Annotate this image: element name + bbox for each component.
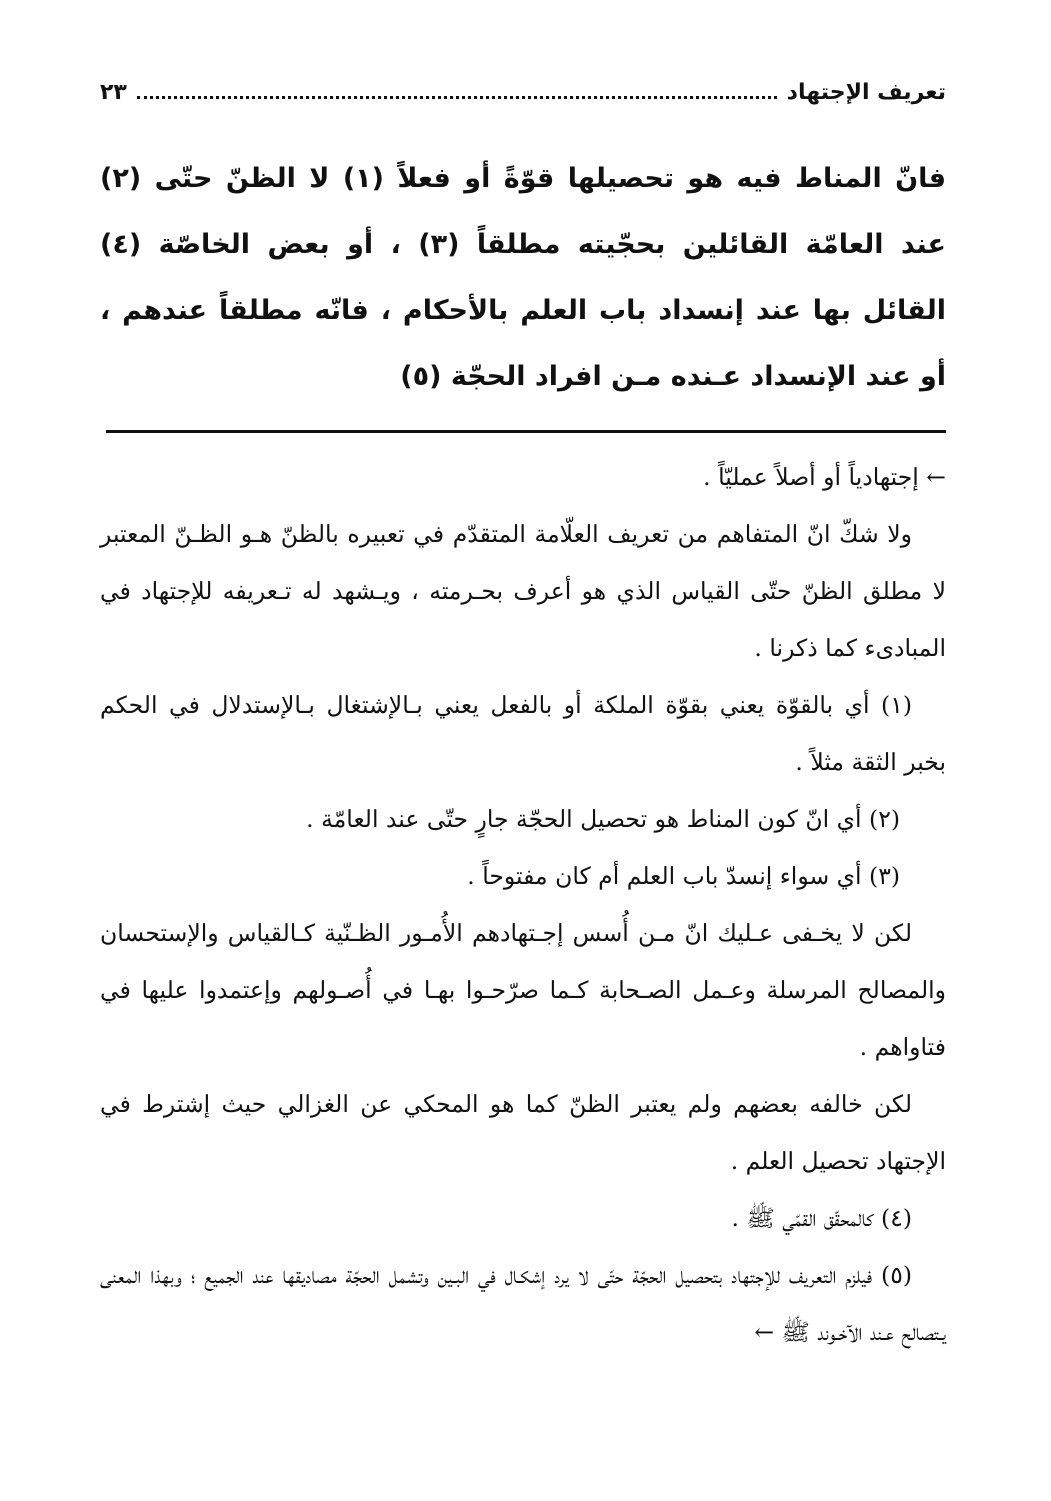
footnote-2: (٢) أي انّ كون المناط هو تحصيل الحجّة جارٍ حتّى عند العامّة . bbox=[306, 805, 900, 833]
commentary-paragraph: لكن خالفه بعضهم ولم يعتبر الظنّ كما هو المحكي عن الغزالي حيث إشترط في الإجتهاد تحصيل العلم . bbox=[100, 1090, 946, 1175]
footnote-5: (٥) فيلزم التعريف للإجتهاد بتحصيل الحجّة حتّى لا يرد إشكـال في البـين وتشمل الحجّة مصاديقها عند الجميع ؛ وبهذا المعنى يـتصالح عـند الآخـوند ﷺ ← bbox=[100, 1261, 946, 1346]
page-number: ٢٣ bbox=[100, 80, 127, 105]
running-header bbox=[100, 80, 946, 124]
footnote-1: (١) أي بالقوّة يعني بقوّة الملكة أو بالفعل يعني بـالإشتغال بـالإستدلال في الحكم بخبر الثقة مثلاً . bbox=[100, 691, 946, 776]
leader-dots bbox=[137, 96, 777, 99]
commentary-paragraph: ولا شكّ انّ المتفاهم من تعريف العلّامة المتقدّم في تعبيره بالظنّ هـو الظـنّ المعتبر لا مطلق الظنّ حتّى القياس الذي هو أعرف بحـرمته ، ويـشهد له تـعريفه للإجتهاد في المبادىء كما ذكرنا . bbox=[100, 520, 946, 662]
chapter-title: تعريف الإجتهاد bbox=[786, 80, 946, 105]
footnotes bbox=[100, 449, 946, 1361]
footnote-3: (٣) أي سواء إنسدّ باب العلم أم كان مفتوحاً . bbox=[467, 862, 900, 890]
footnote-separator bbox=[106, 430, 946, 433]
book-page bbox=[100, 80, 946, 1361]
main-paragraph: فانّ المناط فيه هو تحصيلها قوّةً أو فعلاً (١) لا الظنّ حتّى (٢) عند العامّة القائلين بحجّيته مطلقاً (٣) ، أو بعض الخاصّة (٤) القائل بها عند إنسداد باب العلم بالأحكام ، فانّه مطلقاً عندهم ، أو عند الإنسداد عـنده مـن افراد الحجّة (٥) bbox=[100, 163, 946, 392]
main-text bbox=[100, 146, 946, 410]
footnote-4: (٤) كالمحقّق القمّي ﷺ . bbox=[731, 1204, 912, 1232]
continued-note: ← إجتهادياً أو أصلاً عمليّاً . bbox=[703, 463, 946, 491]
commentary-paragraph: لكن لا يخـفى عـليك انّ مـن أُسس إجـتهادهم الأُمـور الظـنّية كـالقياس والإستحسان والمصالح المرسلة وعـمل الصـحابة كـما صرّحـوا بهـا في أُصـولهم وإعتمدوا عليها في فتاواهم . bbox=[100, 919, 946, 1061]
